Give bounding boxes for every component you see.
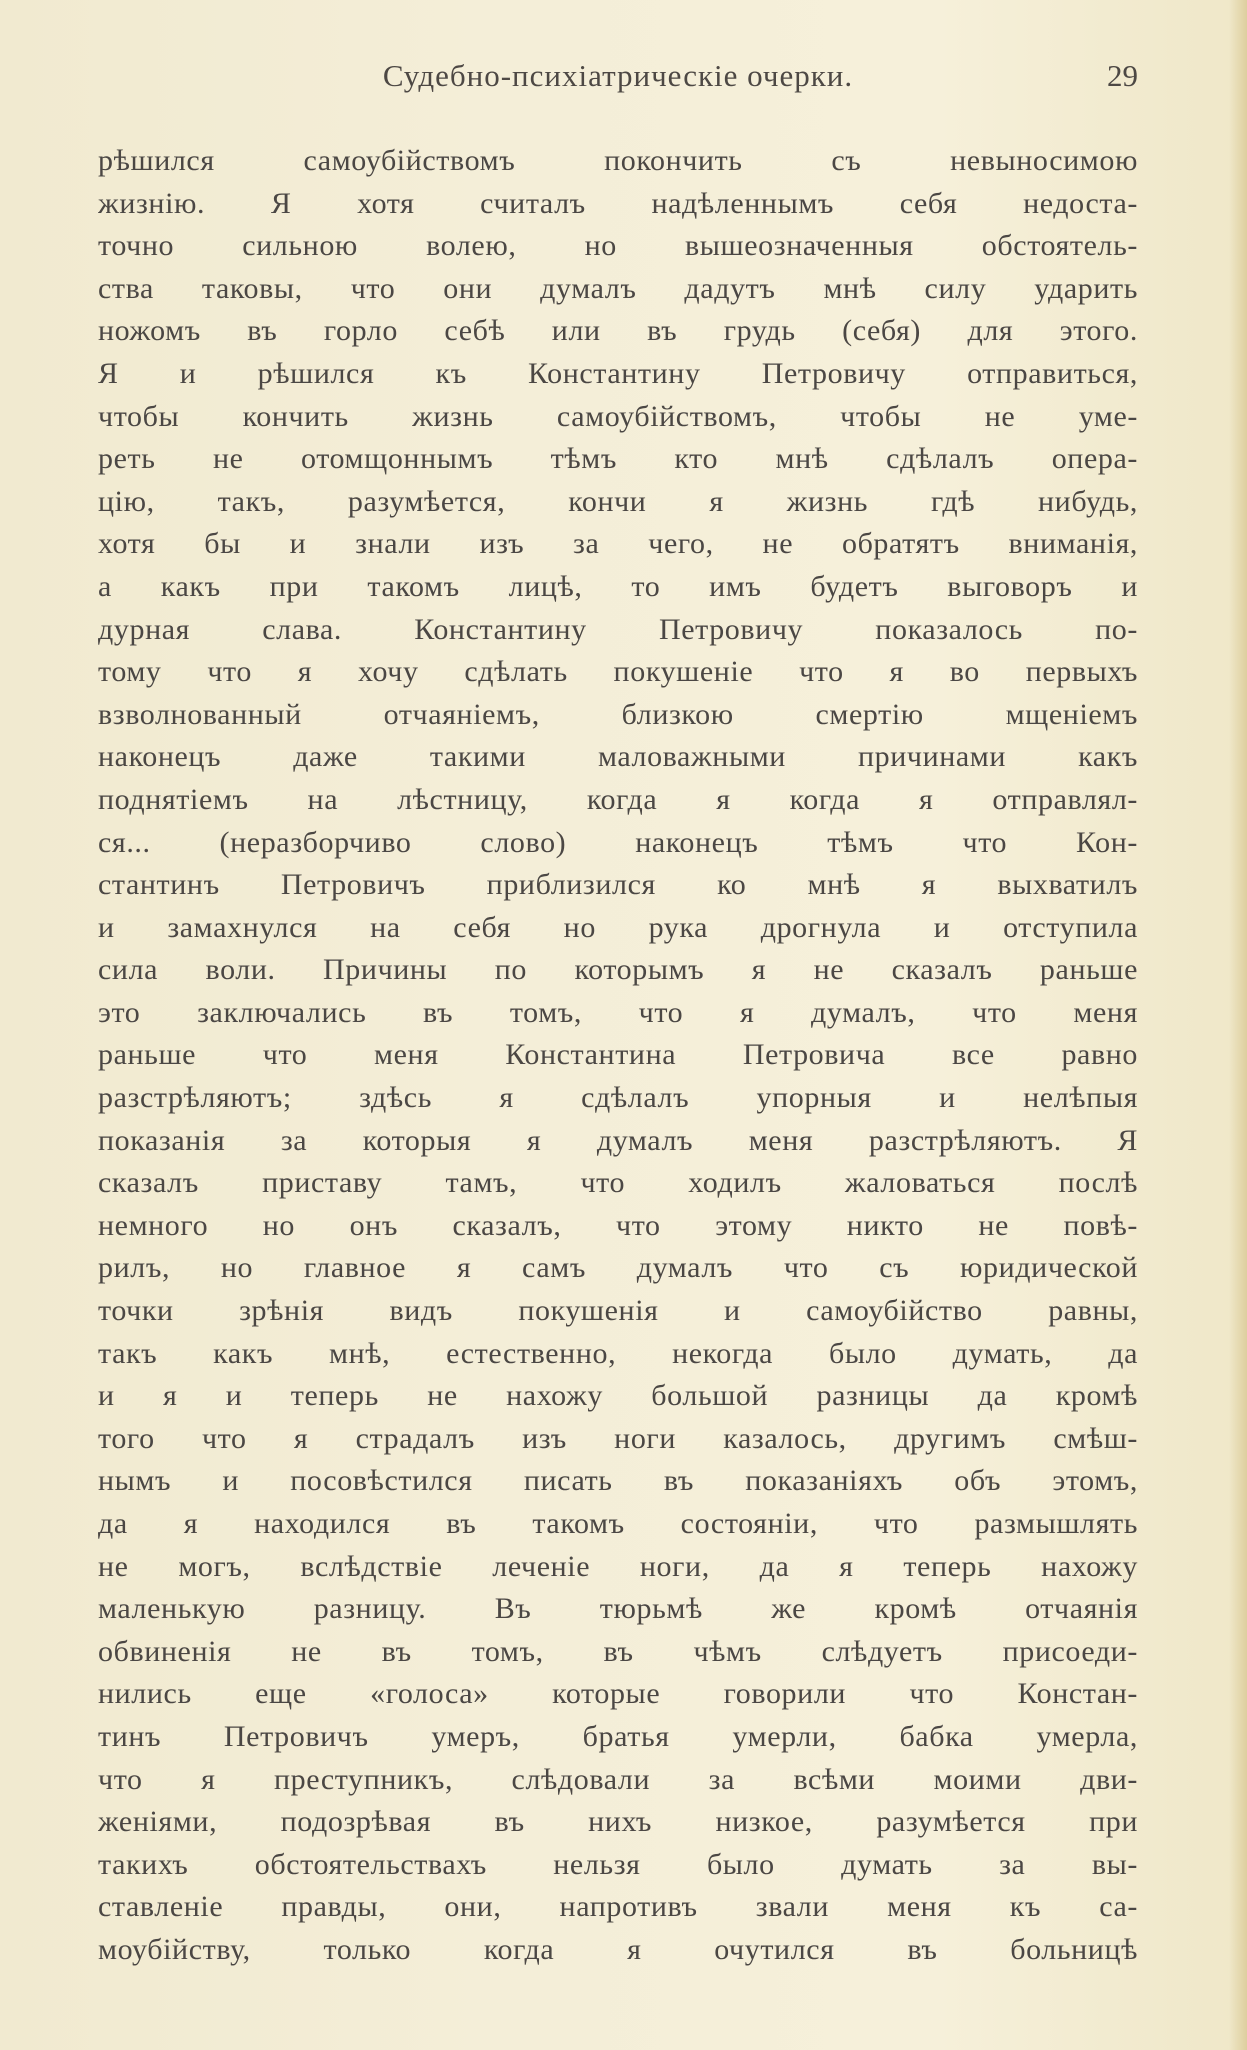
text-line: женiями, подозрѣвая въ нихъ низкое, разумѣется при: [98, 1805, 1138, 1839]
text-line: Я и рѣшился къ Константину Петровичу отправиться,: [98, 356, 1138, 390]
text-line: нились еще «голоса» которые говорили что Констан-: [98, 1677, 1138, 1711]
text-line: это заключались въ томъ, что я думалъ, что меня: [98, 995, 1138, 1029]
text-line: показанiя за которыя я думалъ меня разстрѣляютъ. Я: [98, 1123, 1138, 1157]
text-line: цiю, такъ, разумѣется, кончи я жизнь гдѣ нибудь,: [98, 484, 1138, 518]
text-line: хотя бы и знали изъ за чего, не обратятъ вниманiя,: [98, 527, 1138, 561]
page-number: 29: [1107, 58, 1138, 93]
text-line: такихъ обстоятельствахъ нельзя было думать за вы-: [98, 1847, 1138, 1881]
text-line: маленькую разницу. Въ тюрьмѣ же кромѣ отчаянiя: [98, 1592, 1138, 1626]
body-text: [98, 140, 1138, 1972]
text-line: нымъ и посовѣстился писать въ показанiяхъ объ этомъ,: [98, 1464, 1138, 1498]
text-line: рѣшился самоубiйствомъ покончить съ невыносимою: [98, 144, 1138, 177]
text-line: наконецъ даже такими маловажными причинами какъ: [98, 740, 1138, 774]
text-line: рилъ, но главное я самъ думалъ что съ юридической: [98, 1251, 1138, 1285]
text-line: поднятiемъ на лѣстницу, когда я когда я отправлял-: [98, 782, 1138, 816]
text-line: раньше что меня Константина Петровича все равно: [98, 1038, 1138, 1072]
text-line: обвиненiя не въ томъ, въ чѣмъ слѣдуетъ присоеди-: [98, 1634, 1138, 1668]
text-line: дурная слава. Константину Петровичу показалось по-: [98, 612, 1138, 646]
text-line: тинъ Петровичъ умеръ, братья умерли, бабка умерла,: [98, 1719, 1138, 1753]
page-header: [98, 58, 1138, 108]
text-line: разстрѣляютъ; здѣсь я сдѣлалъ упорныя и нелѣпыя: [98, 1081, 1138, 1115]
text-line: немного но онъ сказалъ, что этому никто не повѣ-: [98, 1208, 1138, 1242]
text-line: ся... (неразборчиво слово) наконецъ тѣмъ что Кон-: [98, 825, 1138, 859]
text-line: того что я страдалъ изъ ноги казалось, другимъ смѣш-: [98, 1421, 1138, 1455]
text-line: чтобы кончить жизнь самоубiйствомъ, чтобы не уме-: [98, 399, 1138, 433]
text-line: ства таковы, что они думалъ дадутъ мнѣ силу ударить: [98, 271, 1138, 305]
text-line: точно сильною волею, но вышеозначенныя обстоятель-: [98, 229, 1138, 263]
text-line: не могъ, вслѣдствiе леченiе ноги, да я теперь нахожу: [98, 1549, 1138, 1583]
text-line: а какъ при такомъ лицѣ, то имъ будетъ выговоръ и: [98, 569, 1138, 603]
text-line: и я и теперь не нахожу большой разницы да кромѣ: [98, 1379, 1138, 1413]
text-line: стантинъ Петровичъ приблизился ко мнѣ я выхватилъ: [98, 868, 1138, 902]
text-line: сказалъ приставу тамъ, что ходилъ жаловаться послѣ: [98, 1166, 1138, 1200]
text-line: реть не отомщоннымъ тѣмъ кто мнѣ сдѣлалъ опера-: [98, 442, 1138, 476]
running-title: Судебно-психiатрическiе очерки.: [382, 58, 854, 93]
text-line: да я находился въ такомъ состоянiи, что размышлять: [98, 1507, 1138, 1540]
text-line: тому что я хочу сдѣлать покушенiе что я во первыхъ: [98, 655, 1138, 689]
text-line: ставленiе правды, они, напротивъ звали меня къ са-: [98, 1890, 1138, 1924]
text-line: такъ какъ мнѣ, естественно, некогда было думать, да: [98, 1336, 1138, 1370]
text-line: и замахнулся на себя но рука дрогнула и отступила: [98, 910, 1138, 944]
text-line: что я преступникъ, слѣдовали за всѣми моими дви-: [98, 1762, 1138, 1796]
text-line: точки зрѣнiя видъ покушенiя и самоубiйство равны,: [98, 1294, 1138, 1328]
text-line: ножомъ въ горло себѣ или въ грудь (себя) для этого.: [98, 314, 1138, 348]
text-line: моубiйству, только когда я очутился въ больницѣ: [98, 1932, 1138, 1966]
text-line: жизнiю. Я хотя считалъ надѣленнымъ себя недоста-: [98, 186, 1138, 220]
text-line: сила воли. Причины по которымъ я не сказалъ раньше: [98, 953, 1138, 987]
page-edge-shadow: [1229, 0, 1247, 2050]
text-line: взволнованный отчаянiемъ, близкою смертiю мщенiемъ: [98, 697, 1138, 731]
